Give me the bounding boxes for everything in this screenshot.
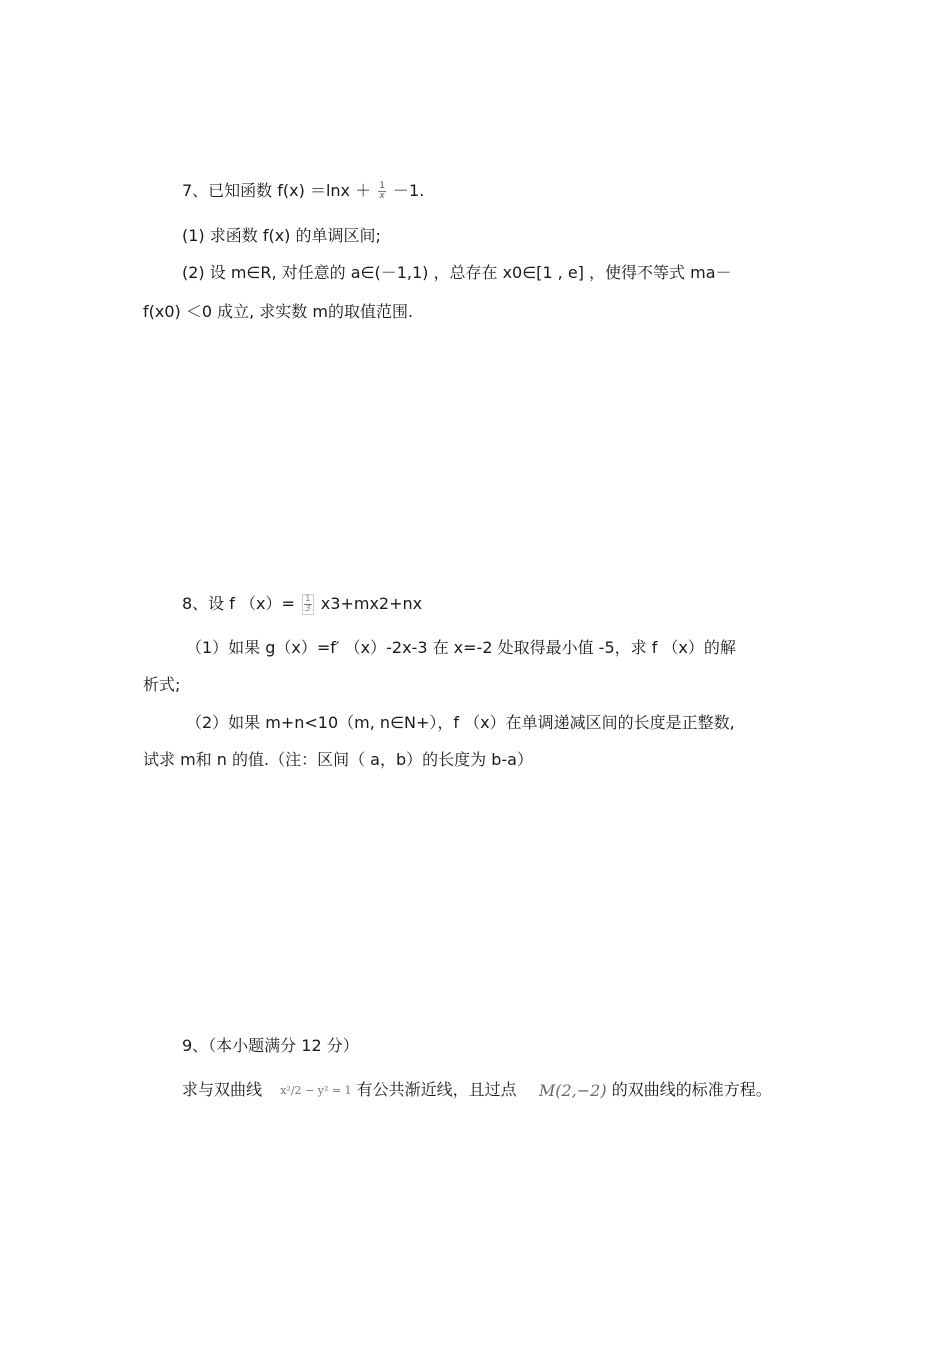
q8-fraction-numerator: 1 bbox=[304, 594, 311, 604]
q7-fraction-denominator: x bbox=[379, 191, 385, 201]
q8-title-prefix: 8、设 f （x）= bbox=[182, 594, 295, 613]
q9-point-equation: M(2,−2) bbox=[538, 1080, 607, 1100]
q8-part2-line1: （2）如果 m+n<10（m, n∈N+），f （x）在单调递减区间的长度是正整数, bbox=[186, 713, 735, 732]
q7-fraction-numerator: 1 bbox=[379, 181, 385, 191]
q7-fraction bbox=[378, 182, 386, 201]
q8-part1-line2: 析式; bbox=[143, 675, 181, 694]
q9-title: 9、（本小题满分 12 分） bbox=[182, 1036, 359, 1055]
q7-part2-line2: f(x0) ＜0 成立, 求实数 m的取值范围. bbox=[143, 302, 414, 321]
q7-title bbox=[182, 181, 424, 201]
q7-title-prefix: 7、已知函数 f(x) ＝lnx ＋ bbox=[182, 181, 372, 200]
q8-part1-line1: （1）如果 g（x）=f′ （x）-2x-3 在 x=-2 处取得最小值 -5，求 f （x）的解 bbox=[186, 638, 736, 657]
q9-body-suffix: 的双曲线的标准方程。 bbox=[611, 1080, 772, 1099]
q7-title-suffix: －1. bbox=[393, 181, 425, 200]
q8-part2-line2: 试求 m和 n 的值.（注：区间（ a，b）的长度为 b-a） bbox=[143, 750, 533, 769]
q8-fraction-denominator: 3 bbox=[304, 604, 311, 614]
q9-hyperbola-equation: x²/2 − y² = 1 bbox=[280, 1083, 352, 1097]
q9-body-prefix: 求与双曲线 bbox=[182, 1080, 263, 1099]
q8-title bbox=[182, 594, 422, 615]
q7-part1: (1) 求函数 f(x) 的单调区间; bbox=[182, 226, 381, 245]
q7-part2-line1: (2) 设 m∈R, 对任意的 a∈(－1,1) ，总存在 x0∈[1 , e] ，使得不等式 ma－ bbox=[182, 263, 732, 282]
q8-title-suffix: x3+mx2+nx bbox=[320, 594, 423, 613]
q9-body-middle: 有公共渐近线，且过点 bbox=[356, 1080, 517, 1099]
q9-body bbox=[182, 1080, 772, 1101]
q8-fraction bbox=[302, 594, 314, 615]
